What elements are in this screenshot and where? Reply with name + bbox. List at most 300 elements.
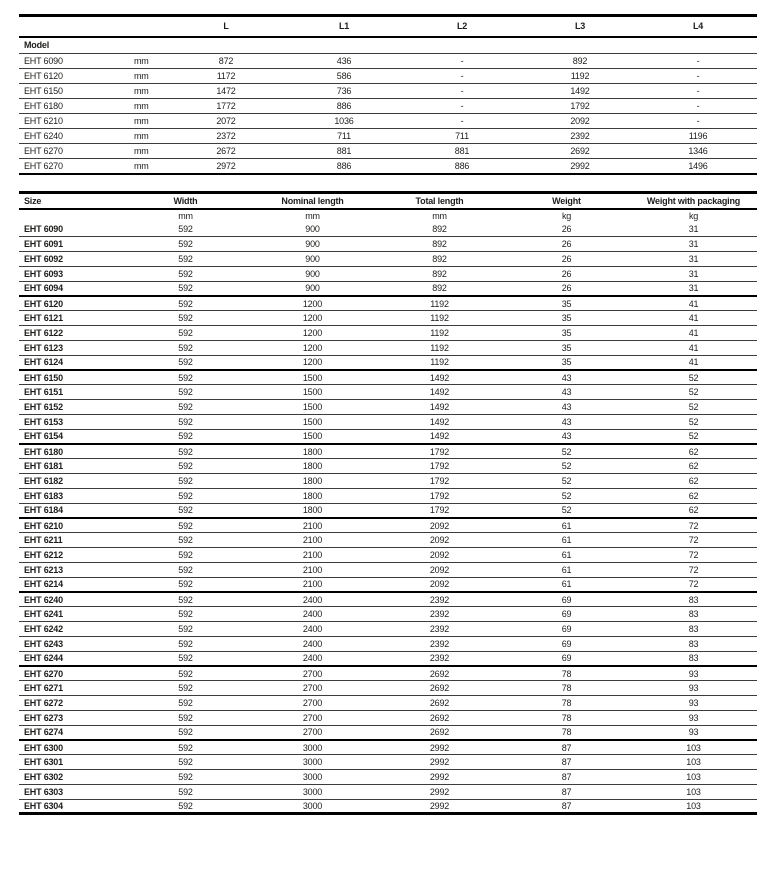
size-value: 592 <box>122 607 249 622</box>
dimension-value: 2672 <box>167 144 285 159</box>
size-name: EHT 6182 <box>19 474 122 489</box>
size-value: 1192 <box>376 296 503 311</box>
size-row <box>19 562 757 577</box>
size-name: EHT 6183 <box>19 488 122 503</box>
size-value: 52 <box>630 429 757 444</box>
size-value: 1800 <box>249 459 376 474</box>
size-value: 592 <box>122 784 249 799</box>
size-name: EHT 6240 <box>19 592 122 607</box>
size-value: 2392 <box>376 636 503 651</box>
size-value: 592 <box>122 577 249 592</box>
model-section-row <box>19 37 757 54</box>
size-name: EHT 6154 <box>19 429 122 444</box>
size-value: 900 <box>249 252 376 267</box>
sizes-column-header: Weight with packaging <box>630 192 757 209</box>
size-value: 83 <box>630 592 757 607</box>
size-value: 2400 <box>249 651 376 666</box>
size-value: 35 <box>503 355 630 370</box>
size-value: 69 <box>503 622 630 637</box>
size-value: 93 <box>630 710 757 725</box>
size-value: 592 <box>122 326 249 341</box>
unit-label: mm <box>125 99 167 114</box>
size-value: 72 <box>630 518 757 533</box>
size-name: EHT 6272 <box>19 696 122 711</box>
size-value: 31 <box>630 237 757 252</box>
size-value: 61 <box>503 548 630 563</box>
size-value: 78 <box>503 725 630 740</box>
size-value: 1492 <box>376 385 503 400</box>
size-value: 592 <box>122 474 249 489</box>
size-value: 83 <box>630 607 757 622</box>
dimensions-row <box>19 99 757 114</box>
size-value: 2092 <box>376 577 503 592</box>
size-value: 35 <box>503 311 630 326</box>
size-name: EHT 6304 <box>24 800 63 811</box>
size-value: 2092 <box>376 533 503 548</box>
size-value: 892 <box>376 281 503 296</box>
unit-label: mm <box>134 160 149 171</box>
dimensions-row <box>19 114 757 129</box>
dimensions-row <box>19 144 757 159</box>
size-name: EHT 6303 <box>19 784 122 799</box>
dimension-value: - <box>403 69 521 84</box>
size-value: 103 <box>630 784 757 799</box>
size-row <box>19 651 757 666</box>
size-value: 93 <box>630 696 757 711</box>
dimensions-header-empty-model <box>19 16 125 37</box>
size-value: 78 <box>503 681 630 696</box>
unit-label: mm <box>125 114 167 129</box>
size-value: 69 <box>503 651 630 666</box>
size-value: 2092 <box>376 518 503 533</box>
size-value: 900 <box>249 237 376 252</box>
size-value: 592 <box>122 503 249 518</box>
size-value: 900 <box>249 222 376 237</box>
size-row <box>19 311 757 326</box>
size-value: 1800 <box>249 474 376 489</box>
size-value: 1200 <box>249 340 376 355</box>
size-value: 592 <box>122 296 249 311</box>
size-value: 1800 <box>249 503 376 518</box>
dimensions-column-header-l2: L2 <box>403 16 521 37</box>
size-value: 1200 <box>249 355 376 370</box>
size-name: EHT 6092 <box>19 252 122 267</box>
unit-label: mm <box>178 211 193 221</box>
size-row <box>19 503 757 518</box>
size-row <box>19 607 757 622</box>
size-value: 2992 <box>376 784 503 799</box>
dimensions-header-row <box>19 16 757 37</box>
size-value: 592 <box>122 651 249 666</box>
size-value: 1192 <box>376 326 503 341</box>
size-value: 592 <box>122 548 249 563</box>
dimension-value: 1196 <box>639 129 757 144</box>
size-value: 2100 <box>249 577 376 592</box>
size-value: 892 <box>376 266 503 281</box>
size-value: 3000 <box>302 800 323 811</box>
size-name: EHT 6152 <box>19 400 122 415</box>
dimensions-table <box>19 14 757 175</box>
size-value: 26 <box>503 281 630 296</box>
size-value: 1800 <box>249 488 376 503</box>
size-value: 52 <box>503 474 630 489</box>
size-value: 2092 <box>376 548 503 563</box>
size-row <box>19 266 757 281</box>
size-row <box>19 400 757 415</box>
size-value: 43 <box>503 400 630 415</box>
sizes-column-header: Nominal length <box>249 192 376 209</box>
size-value: 43 <box>503 370 630 385</box>
size-name: EHT 6151 <box>19 385 122 400</box>
size-name: EHT 6181 <box>19 459 122 474</box>
size-value: 1500 <box>249 370 376 385</box>
size-value: 26 <box>503 266 630 281</box>
size-value: 2692 <box>376 696 503 711</box>
size-value: 1492 <box>376 400 503 415</box>
size-value: 52 <box>630 385 757 400</box>
unit-label: mm <box>125 144 167 159</box>
model-name: EHT 6150 <box>19 84 125 99</box>
size-value: 900 <box>249 281 376 296</box>
size-value: 52 <box>503 459 630 474</box>
size-name: EHT 6273 <box>19 710 122 725</box>
size-value: 592 <box>122 370 249 385</box>
model-name: EHT 6180 <box>19 99 125 114</box>
size-value: 41 <box>630 296 757 311</box>
size-value: 62 <box>630 474 757 489</box>
dimension-value: 1792 <box>521 99 639 114</box>
size-value: 592 <box>122 400 249 415</box>
size-value: 1500 <box>249 429 376 444</box>
dimension-value: - <box>639 54 757 69</box>
size-value: 1792 <box>376 444 503 459</box>
size-value: 592 <box>122 311 249 326</box>
size-value: 103 <box>630 740 757 755</box>
sizes-table-body-wrap <box>19 209 757 222</box>
size-name: EHT 6150 <box>19 370 122 385</box>
size-name: EHT 6274 <box>19 725 122 740</box>
size-value: 1200 <box>249 311 376 326</box>
size-value: 62 <box>630 444 757 459</box>
size-value: 52 <box>630 400 757 415</box>
dimension-value: 1472 <box>167 84 285 99</box>
size-value: 592 <box>122 355 249 370</box>
dimension-value: 586 <box>285 69 403 84</box>
size-row <box>19 681 757 696</box>
size-row <box>19 296 757 311</box>
size-value: 2992 <box>376 755 503 770</box>
model-name: EHT 6240 <box>19 129 125 144</box>
size-value: 41 <box>630 311 757 326</box>
dimensions-row <box>19 54 757 69</box>
size-row <box>19 340 757 355</box>
size-name: EHT 6090 <box>19 222 122 237</box>
size-row <box>19 488 757 503</box>
size-value: 72 <box>630 548 757 563</box>
unit-label: kg <box>561 211 572 221</box>
dimension-value: 872 <box>167 54 285 69</box>
size-value: 1492 <box>376 414 503 429</box>
size-value: 26 <box>503 237 630 252</box>
size-row <box>19 696 757 711</box>
size-value: 2992 <box>376 769 503 784</box>
size-value: 1492 <box>376 370 503 385</box>
size-name: EHT 6180 <box>19 444 122 459</box>
size-value: 592 <box>122 414 249 429</box>
size-value: 592 <box>122 740 249 755</box>
sizes-table-body <box>19 222 757 814</box>
size-value: 93 <box>630 681 757 696</box>
size-value: 2400 <box>249 607 376 622</box>
size-value: 103 <box>630 755 757 770</box>
dimensions-header-empty-unit <box>125 16 167 37</box>
size-value: 2392 <box>376 607 503 622</box>
size-name: EHT 6213 <box>19 562 122 577</box>
size-value: 2100 <box>249 562 376 577</box>
size-value: 2692 <box>376 681 503 696</box>
dimension-value: 2692 <box>521 144 639 159</box>
size-row <box>19 385 757 400</box>
size-value: 93 <box>630 725 757 740</box>
dimension-value: 892 <box>521 54 639 69</box>
size-value: 2392 <box>376 622 503 637</box>
size-value: 62 <box>630 488 757 503</box>
dimensions-row <box>19 159 757 174</box>
dimension-value: - <box>403 54 521 69</box>
size-value: 592 <box>122 592 249 607</box>
size-value: 62 <box>630 503 757 518</box>
size-value: 1200 <box>249 326 376 341</box>
size-value: 26 <box>503 252 630 267</box>
dimension-value: 2392 <box>521 129 639 144</box>
size-value: 2700 <box>249 696 376 711</box>
size-value: 1500 <box>249 385 376 400</box>
size-value: 592 <box>122 385 249 400</box>
size-value: 52 <box>503 503 630 518</box>
size-value: 1492 <box>376 429 503 444</box>
unit-label: mm <box>125 69 167 84</box>
size-value: 2992 <box>429 800 450 811</box>
size-value: 592 <box>178 800 193 811</box>
dimensions-column-header-l4: L4 <box>639 16 757 37</box>
size-value: 62 <box>630 459 757 474</box>
size-value: 3000 <box>249 740 376 755</box>
size-value: 83 <box>630 636 757 651</box>
size-value: 2392 <box>376 651 503 666</box>
unit-label: mm <box>125 54 167 69</box>
size-row <box>19 769 757 784</box>
size-row <box>19 592 757 607</box>
size-value: 52 <box>503 444 630 459</box>
unit-label: mm <box>432 211 447 221</box>
size-value: 41 <box>630 340 757 355</box>
size-value: 31 <box>630 252 757 267</box>
size-name: EHT 6244 <box>19 651 122 666</box>
size-value: 78 <box>503 696 630 711</box>
size-value: 93 <box>630 666 757 681</box>
size-value: 592 <box>122 429 249 444</box>
dimensions-row <box>19 84 757 99</box>
dimension-value: 1036 <box>285 114 403 129</box>
size-row <box>19 725 757 740</box>
sizes-header-row <box>19 192 757 209</box>
size-value: 592 <box>122 340 249 355</box>
dimension-value: 1192 <box>521 69 639 84</box>
size-value: 592 <box>122 533 249 548</box>
size-value: 52 <box>630 414 757 429</box>
dimension-value: 1346 <box>639 144 757 159</box>
unit-label <box>19 209 122 222</box>
size-value: 592 <box>122 281 249 296</box>
unit-label: mm <box>125 129 167 144</box>
size-name: EHT 6093 <box>19 266 122 281</box>
dimension-value: 1172 <box>167 69 285 84</box>
size-value: 3000 <box>249 769 376 784</box>
size-value: 87 <box>503 769 630 784</box>
dimension-value: 881 <box>403 144 521 159</box>
model-section-label: Model <box>19 37 757 54</box>
size-name: EHT 6302 <box>19 769 122 784</box>
size-value: 2100 <box>249 533 376 548</box>
size-row <box>19 784 757 799</box>
size-name: EHT 6124 <box>19 355 122 370</box>
dimensions-row <box>19 69 757 84</box>
size-value: 31 <box>630 281 757 296</box>
size-row <box>19 518 757 533</box>
size-row <box>19 740 757 755</box>
size-value: 87 <box>503 784 630 799</box>
dimension-value: 436 <box>285 54 403 69</box>
size-row <box>19 636 757 651</box>
size-name: EHT 6153 <box>19 414 122 429</box>
dimension-value: - <box>639 99 757 114</box>
size-value: 1192 <box>376 340 503 355</box>
dimension-value: - <box>403 84 521 99</box>
dimension-value: 736 <box>285 84 403 99</box>
size-row <box>19 533 757 548</box>
size-value: 35 <box>503 296 630 311</box>
size-name: EHT 6212 <box>19 548 122 563</box>
size-value: 592 <box>122 755 249 770</box>
model-name: EHT 6270 <box>19 144 125 159</box>
size-name: EHT 6211 <box>19 533 122 548</box>
unit-label: mm <box>125 84 167 99</box>
dimension-value: 886 <box>454 160 470 171</box>
size-row <box>19 370 757 385</box>
size-value: 87 <box>561 800 572 811</box>
dimension-value: 1492 <box>521 84 639 99</box>
size-row <box>19 710 757 725</box>
size-name: EHT 6300 <box>19 740 122 755</box>
size-value: 61 <box>503 577 630 592</box>
dimension-value: 2072 <box>167 114 285 129</box>
dimension-value: - <box>403 114 521 129</box>
size-row <box>19 799 757 814</box>
size-value: 26 <box>503 222 630 237</box>
dimensions-row <box>19 129 757 144</box>
size-name: EHT 6184 <box>19 503 122 518</box>
size-value: 592 <box>122 681 249 696</box>
size-value: 1500 <box>249 414 376 429</box>
size-name: EHT 6301 <box>19 755 122 770</box>
size-row <box>19 666 757 681</box>
dimension-value: - <box>639 114 757 129</box>
size-value: 41 <box>630 355 757 370</box>
size-value: 61 <box>503 518 630 533</box>
size-row <box>19 755 757 770</box>
size-row <box>19 622 757 637</box>
size-value: 592 <box>122 488 249 503</box>
size-row <box>19 252 757 267</box>
size-value: 103 <box>630 769 757 784</box>
size-value: 103 <box>686 800 701 811</box>
size-value: 592 <box>122 636 249 651</box>
size-name: EHT 6214 <box>19 577 122 592</box>
size-value: 61 <box>503 562 630 577</box>
size-row <box>19 355 757 370</box>
size-name: EHT 6120 <box>19 296 122 311</box>
size-value: 2092 <box>376 562 503 577</box>
size-name: EHT 6241 <box>19 607 122 622</box>
size-name: EHT 6123 <box>19 340 122 355</box>
size-value: 592 <box>122 222 249 237</box>
size-value: 2700 <box>249 725 376 740</box>
size-row <box>19 326 757 341</box>
size-row <box>19 429 757 444</box>
size-value: 592 <box>122 252 249 267</box>
size-value: 900 <box>249 266 376 281</box>
size-row <box>19 577 757 592</box>
size-row <box>19 459 757 474</box>
size-row <box>19 414 757 429</box>
size-value: 2692 <box>376 710 503 725</box>
size-value: 72 <box>630 562 757 577</box>
dimension-value: 886 <box>336 160 352 171</box>
model-name: EHT 6210 <box>19 114 125 129</box>
size-value: 83 <box>630 622 757 637</box>
size-value: 69 <box>503 607 630 622</box>
size-value: 43 <box>503 414 630 429</box>
dimension-value: 1772 <box>167 99 285 114</box>
size-value: 592 <box>122 622 249 637</box>
size-row <box>19 281 757 296</box>
size-value: 61 <box>503 533 630 548</box>
size-name: EHT 6094 <box>19 281 122 296</box>
size-value: 72 <box>630 577 757 592</box>
size-value: 592 <box>122 459 249 474</box>
size-value: 2100 <box>249 548 376 563</box>
size-value: 3000 <box>249 784 376 799</box>
size-value: 1792 <box>376 459 503 474</box>
size-value: 892 <box>376 222 503 237</box>
size-value: 1200 <box>249 296 376 311</box>
size-value: 592 <box>122 444 249 459</box>
sizes-column-header: Weight <box>503 192 630 209</box>
size-value: 69 <box>503 592 630 607</box>
size-value: 2700 <box>249 681 376 696</box>
dimension-value: 881 <box>285 144 403 159</box>
dimensions-table-body <box>19 37 757 174</box>
size-row <box>19 237 757 252</box>
dimension-value: 711 <box>403 129 521 144</box>
size-value: 1792 <box>376 474 503 489</box>
size-name: EHT 6270 <box>19 666 122 681</box>
size-name: EHT 6091 <box>19 237 122 252</box>
dimension-value: 711 <box>285 129 403 144</box>
size-value: 2692 <box>376 725 503 740</box>
dimension-value: 886 <box>285 99 403 114</box>
size-row <box>19 222 757 237</box>
